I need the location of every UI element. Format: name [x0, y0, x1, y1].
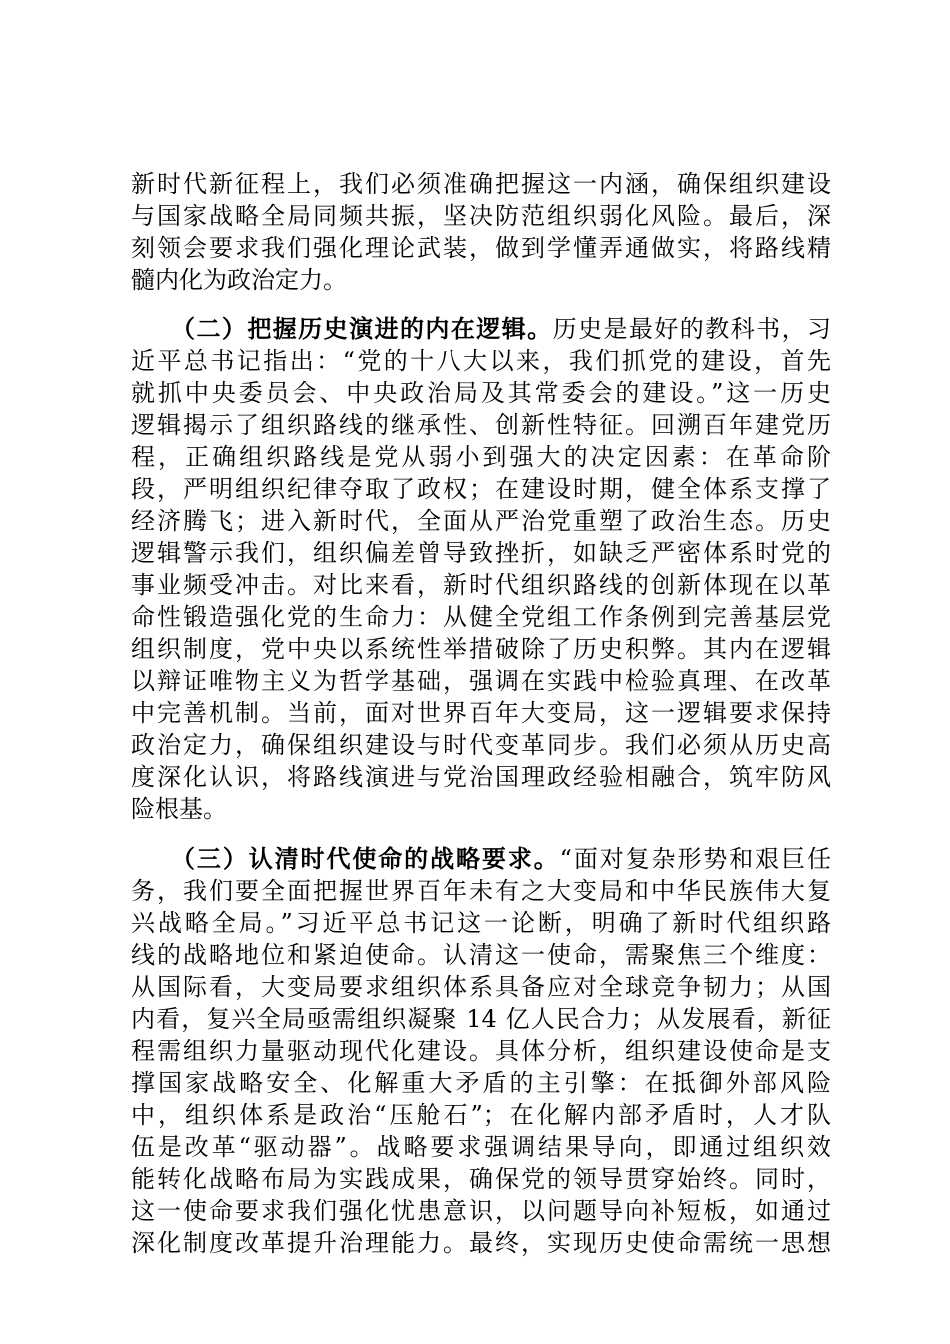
- paragraph-1-line-2: 与国家战略全局同频共振，坚决防范组织弱化风险。最后，深: [131, 202, 831, 230]
- paragraph-3-line: 这一使命要求我们强化忧患意识，以问题导向补短板，如通过: [131, 1197, 831, 1225]
- paragraph-1-line-1: 新时代新征程上，我们必须准确把握这一内涵，确保组织建设: [131, 170, 831, 198]
- paragraph-2-line: 逻辑警示我们，组织偏差曾导致挫折，如缺乏严密体系时党的: [131, 539, 831, 567]
- paragraph-3-first-line: [171, 843, 831, 875]
- paragraph-2-line-last: 险根基。: [131, 795, 227, 823]
- section-heading-2: （二）把握历史演进的内在逻辑。: [171, 315, 553, 343]
- paragraph-3-line: 深化制度改革提升治理能力。最终，实现历史使命需统一思想: [131, 1229, 831, 1257]
- paragraph-2-line: 段，严明组织纪律夺取了政权；在建设时期，健全体系支撑了: [131, 475, 831, 503]
- paragraph-2-line: 中完善机制。当前，面对世界百年大变局，这一逻辑要求保持: [131, 699, 831, 727]
- paragraph-3-line: 伍是改革“驱动器”。战略要求强调结果导向，即通过组织效: [131, 1133, 831, 1161]
- paragraph-3-line: 中，组织体系是政治“压舱石”；在化解内部矛盾时，人才队: [131, 1101, 831, 1129]
- paragraph-2-first-line: [171, 313, 831, 345]
- paragraph-3-line: 务，我们要全面把握世界百年未有之大变局和中华民族伟大复: [131, 877, 831, 905]
- paragraph-2-line: 事业频受冲击。对比来看，新时代组织路线的创新体现在以革: [131, 571, 831, 599]
- paragraph-2-line: 程，正确组织路线是党从弱小到强大的决定因素：在革命阶: [131, 443, 831, 471]
- paragraph-2-line: 近平总书记指出：“党的十八大以来，我们抓党的建设，首先: [131, 347, 831, 375]
- paragraph-1-line-4: 髓内化为政治定力。: [131, 266, 347, 294]
- paragraph-2-line: 度深化认识，将路线演进与党治国理政经验相融合，筑牢防风: [131, 763, 831, 791]
- paragraph-3-line: 线的战略地位和紧迫使命。认清这一使命，需聚焦三个维度：: [131, 941, 831, 969]
- paragraph-2-line: 以辩证唯物主义为哲学基础，强调在实践中检验真理、在改革: [131, 667, 831, 695]
- paragraph-3-line: 撑国家战略安全、化解重大矛盾的主引擎：在抵御外部风险: [131, 1069, 831, 1097]
- paragraph-2-line: 政治定力，确保组织建设与时代变革同步。我们必须从历史高: [131, 731, 831, 759]
- paragraph-3-line: 兴战略全局。”习近平总书记这一论断，明确了新时代组织路: [131, 909, 831, 937]
- paragraph-3-line: 能转化战略布局为实践成果，确保党的领导贯穿始终。同时，: [131, 1165, 831, 1193]
- paragraph-2-line: 就抓中央委员会、中央政治局及其常委会的建设。”这一历史: [131, 379, 831, 407]
- section-heading-3: （三）认清时代使命的战略要求。: [171, 845, 560, 873]
- paragraph-2-line: 经济腾飞；进入新时代，全面从严治党重塑了政治生态。历史: [131, 507, 831, 535]
- paragraph-3-line: 程需组织力量驱动现代化建设。具体分析，组织建设使命是支: [131, 1037, 831, 1065]
- paragraph-3-line: 内看，复兴全局亟需组织凝聚 14 亿人民合力；从发展看，新征: [131, 1005, 831, 1033]
- paragraph-1-line-3: 刻领会要求我们强化理论武装，做到学懂弄通做实，将路线精: [131, 234, 831, 262]
- paragraph-3-line: 从国际看，大变局要求组织体系具备应对全球竞争韧力；从国: [131, 973, 831, 1001]
- paragraph-2-line: 逻辑揭示了组织路线的继承性、创新性特征。回溯百年建党历: [131, 411, 831, 439]
- paragraph-2-first-line-text: 历史是最好的教科书，习: [552, 315, 832, 343]
- paragraph-2-line: 组织制度，党中央以系统性举措破除了历史积弊。其内在逻辑: [131, 635, 831, 663]
- paragraph-3-first-line-text: “面对复杂形势和艰巨任: [559, 845, 831, 873]
- paragraph-2-line: 命性锻造强化党的生命力：从健全党组工作条例到完善基层党: [131, 603, 831, 631]
